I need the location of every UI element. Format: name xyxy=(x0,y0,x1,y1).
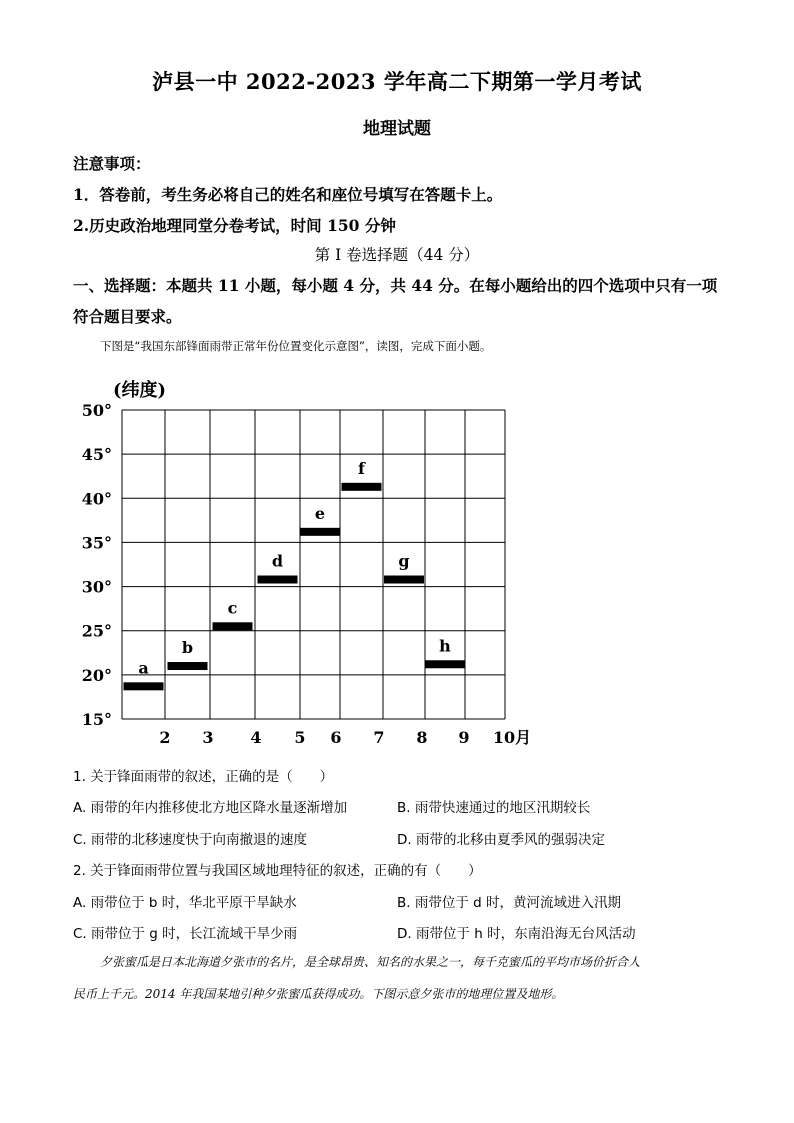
notice-item-1: 1．答卷前，考生务必将自己的姓名和座位号填写在答题卡上。 xyxy=(73,185,503,204)
exam-title: 泸县一中 2022-2023 学年高二下期第一学月考试 xyxy=(152,69,642,94)
x-tick-label: 2 xyxy=(159,728,171,747)
rainbelt-bar-a xyxy=(124,682,164,690)
rainbelt-label-d: d xyxy=(271,551,284,571)
rainbelt-bar-f xyxy=(342,483,382,491)
section-heading: 第 I 卷选择题（44 分） xyxy=(314,246,480,264)
x-tick-label: 6 xyxy=(330,728,342,747)
x-tick-label: 5 xyxy=(294,728,306,747)
y-tick-label: 35° xyxy=(81,533,112,553)
rainbelt-bar-d xyxy=(258,576,298,584)
exam-subtitle: 地理试题 xyxy=(363,119,431,139)
y-tick-label: 45° xyxy=(81,445,112,465)
question-1-option-c[interactable]: C. 雨带的北移速度快于向南撤退的速度 xyxy=(73,832,308,848)
question-1-option-a[interactable]: A. 雨带的年内推移使北方地区降水量逐渐增加 xyxy=(73,800,348,816)
y-tick-label: 30° xyxy=(81,577,112,597)
y-tick-label: 40° xyxy=(81,489,112,509)
y-tick-label: 25° xyxy=(81,621,112,641)
x-tick-label: 7 xyxy=(373,728,385,747)
passage-line-1: 夕张蜜瓜是日本北海道夕张市的名片，是全球昂贵、知名的水果之一，每千克蜜瓜的平均市场价折合人 xyxy=(100,955,641,969)
figure-intro: 下图是“我国东部锋面雨带正常年份位置变化示意图”，读图，完成下面小题。 xyxy=(100,339,492,353)
rainbelt-bar-h xyxy=(425,660,465,668)
rainbelt-label-b: b xyxy=(181,638,194,658)
y-tick-label: 20° xyxy=(81,665,112,685)
x-tick-label: 4 xyxy=(250,728,262,747)
question-1-option-d[interactable]: D. 雨带的北移由夏季风的强弱决定 xyxy=(397,832,605,848)
rainbelt-label-c: c xyxy=(227,598,238,618)
section-instruction-line1: 一、选择题：本题共 11 小题，每小题 4 分，共 44 分。在每小题给出的四个选项中只有一项 xyxy=(73,276,718,295)
x-tick-label: 8 xyxy=(416,728,428,747)
passage-line-2: 民币上千元。2014 年我国某地引种夕张蜜瓜获得成功。下图示意夕张市的地理位置及地形。 xyxy=(73,987,564,1001)
rainbelt-label-f: f xyxy=(358,458,365,478)
rainbelt-label-g: g xyxy=(398,551,410,571)
rainbelt-bar-c xyxy=(213,622,253,630)
rainbelt-bar-b xyxy=(168,662,208,670)
rainbelt-bar-e xyxy=(300,528,340,536)
question-2-option-b[interactable]: B. 雨带位于 d 时，黄河流域进入汛期 xyxy=(397,895,621,911)
question-2-option-c[interactable]: C. 雨带位于 g 时，长江流域干旱少雨 xyxy=(73,926,298,942)
question-1-stem: 1. 关于锋面雨带的叙述，正确的是（ ） xyxy=(73,769,334,785)
rainbelt-label-h: h xyxy=(439,636,451,656)
question-2-option-a[interactable]: A. 雨带位于 b 时，华北平原干旱缺水 xyxy=(73,895,297,911)
notice-heading: 注意事项： xyxy=(73,154,151,173)
rainbelt-label-e: e xyxy=(314,503,326,523)
notice-item-2: 2.历史政治地理同堂分卷考试，时间 150 分钟 xyxy=(73,216,396,235)
question-2-option-d[interactable]: D. 雨带位于 h 时，东南沿海无台风活动 xyxy=(397,926,636,942)
section-instruction-line2: 符合题目要求。 xyxy=(73,307,182,326)
y-axis-label: (纬度) xyxy=(113,380,167,401)
x-tick-label: 10月 xyxy=(492,728,532,747)
rainbelt-bar-g xyxy=(384,576,424,584)
x-tick-label: 9 xyxy=(458,728,470,747)
question-2-stem: 2. 关于锋面雨带位置与我国区域地理特征的叙述，正确的有（ ） xyxy=(73,863,482,879)
question-1-option-b[interactable]: B. 雨带快速通过的地区汛期较长 xyxy=(397,800,591,816)
x-tick-label: 3 xyxy=(202,728,214,747)
y-tick-label: 15° xyxy=(81,710,112,729)
rainbelt-label-a: a xyxy=(138,658,149,678)
y-tick-label: 50° xyxy=(81,401,112,420)
